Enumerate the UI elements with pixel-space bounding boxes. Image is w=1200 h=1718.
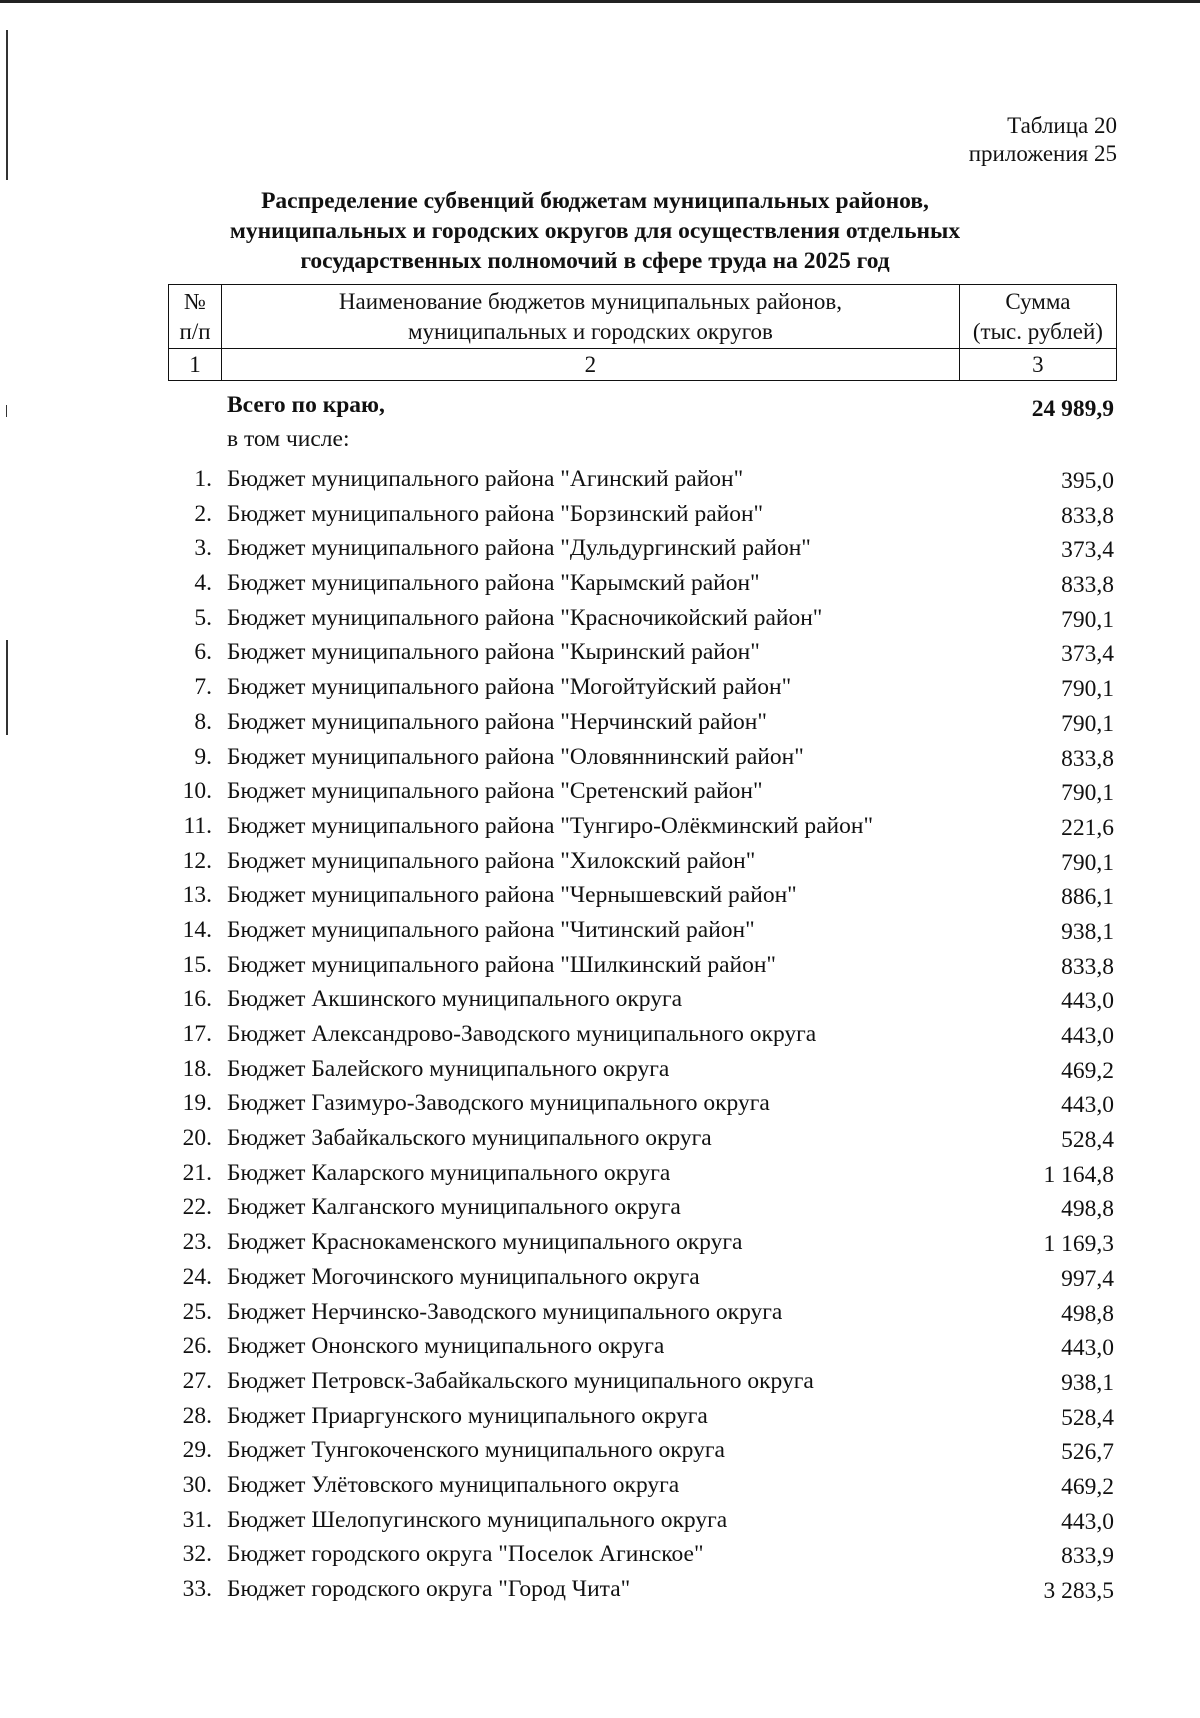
table-row (168, 738, 1117, 773)
row-amount: 528,4 (1061, 1127, 1114, 1154)
table-row (168, 1466, 1117, 1501)
row-amount: 221,6 (1061, 814, 1114, 841)
row-budget-name: Бюджет Улётовского муниципального округа (227, 1471, 680, 1498)
table-row (168, 980, 1117, 1015)
row-amount: 833,8 (1061, 572, 1114, 599)
row-amount: 1 169,3 (1043, 1231, 1114, 1258)
table-row (168, 1397, 1117, 1432)
row-budget-name: Бюджет Могочинского муниципального округа (227, 1263, 700, 1290)
row-number: 26. (182, 1333, 212, 1360)
row-number: 28. (182, 1402, 212, 1429)
row-amount: 790,1 (1061, 676, 1114, 703)
row-amount: 373,4 (1061, 641, 1114, 668)
row-number: 23. (182, 1229, 212, 1256)
table-row (168, 1050, 1117, 1085)
table-row (168, 842, 1117, 877)
row-number: 24. (182, 1263, 212, 1290)
header-index-1: 1 (169, 349, 222, 381)
table-row (168, 599, 1117, 634)
table-row (168, 1154, 1117, 1189)
table-row (168, 1084, 1117, 1119)
row-number: 16. (182, 986, 212, 1013)
row-number: 8. (194, 708, 212, 735)
row-budget-name: Бюджет городского округа "Город Чита" (227, 1576, 631, 1602)
row-number: 11. (183, 812, 212, 839)
row-amount: 528,4 (1061, 1404, 1114, 1431)
row-amount: 1 164,8 (1043, 1161, 1114, 1188)
row-amount: 833,8 (1061, 502, 1114, 529)
row-amount: 469,2 (1061, 1057, 1114, 1084)
header-col-name: Наименование бюджетов муниципальных районов, муниципальных и городских округов (222, 285, 960, 349)
row-amount: 938,1 (1061, 918, 1114, 945)
appendix-number: приложения 25 (968, 141, 1117, 166)
table-row (168, 1015, 1117, 1050)
row-number: 19. (182, 1090, 212, 1117)
row-number: 9. (194, 743, 212, 770)
table-row (168, 1535, 1117, 1570)
row-amount: 997,4 (1061, 1265, 1114, 1292)
row-budget-name: Бюджет муниципального района "Оловяннинский район" (227, 743, 804, 770)
row-number: 27. (182, 1367, 212, 1394)
row-budget-name: Бюджет Приаргунского муниципального округа (227, 1402, 708, 1429)
row-amount: 526,7 (1061, 1439, 1114, 1466)
row-number: 33. (182, 1576, 212, 1602)
row-number: 22. (182, 1194, 212, 1221)
row-amount: 443,0 (1061, 988, 1114, 1015)
table-row (168, 1431, 1117, 1466)
row-budget-name: Бюджет Акшинского муниципального округа (227, 986, 683, 1013)
row-amount: 443,0 (1061, 1335, 1114, 1362)
including-label: в том числе: (227, 426, 350, 452)
row-number: 17. (182, 1021, 212, 1047)
row-budget-name: Бюджет городского округа "Поселок Агинское" (227, 1541, 704, 1568)
table-header (168, 284, 1117, 381)
table-row (168, 1223, 1117, 1258)
table-row (168, 564, 1117, 599)
row-amount: 469,2 (1061, 1473, 1114, 1500)
row-amount: 498,8 (1061, 1300, 1114, 1327)
table-number: Таблица 20 (1007, 113, 1117, 138)
row-number: 3. (194, 535, 212, 562)
row-amount: 443,0 (1061, 1023, 1114, 1049)
total-amount: 24 989,9 (1031, 396, 1114, 422)
row-number: 5. (194, 604, 212, 631)
row-number: 1. (194, 466, 212, 492)
row-budget-name: Бюджет Тунгокоченского муниципального округа (227, 1437, 725, 1464)
table-row (168, 807, 1117, 842)
row-budget-name: Бюджет муниципального района "Нерчинский район" (227, 708, 767, 735)
budget-list (168, 392, 1117, 1605)
row-number: 21. (182, 1159, 212, 1186)
header-index-3: 3 (959, 349, 1116, 381)
table-row (168, 633, 1117, 668)
row-budget-name: Бюджет муниципального района "Могойтуйский район" (227, 674, 792, 701)
table-row (168, 703, 1117, 738)
row-number: 14. (182, 916, 212, 943)
row-budget-name: Бюджет муниципального района "Чернышевский район" (227, 882, 797, 909)
row-budget-name: Бюджет Нерчинско-Заводского муниципального округа (227, 1298, 783, 1325)
including-row (168, 426, 1117, 460)
row-number: 25. (182, 1298, 212, 1325)
title-line-2: муниципальных и городских округов для осуществления отдельных (229, 218, 961, 244)
table-row (168, 1327, 1117, 1362)
header-index-2: 2 (222, 349, 960, 381)
row-amount: 886,1 (1061, 884, 1114, 911)
row-amount: 790,1 (1061, 849, 1114, 876)
row-budget-name: Бюджет Александрово-Заводского муниципального округа (227, 1021, 817, 1047)
row-budget-name: Бюджет муниципального района "Красночикойский район" (227, 604, 823, 631)
table-row (168, 1188, 1117, 1223)
row-budget-name: Бюджет муниципального района "Борзинский район" (227, 500, 764, 527)
table-row (168, 946, 1117, 981)
document-title (150, 186, 1040, 276)
row-amount: 833,8 (1061, 745, 1114, 772)
table-row (168, 1293, 1117, 1328)
row-budget-name: Бюджет муниципального района "Агинский район" (227, 466, 744, 492)
row-number: 12. (182, 847, 212, 874)
row-number: 10. (182, 778, 212, 805)
row-number: 32. (182, 1541, 212, 1568)
row-number: 7. (194, 674, 212, 701)
row-budget-name: Бюджет Ононского муниципального округа (227, 1333, 665, 1360)
row-number: 29. (182, 1437, 212, 1464)
row-budget-name: Бюджет муниципального района "Сретенский район" (227, 778, 763, 805)
row-amount: 373,4 (1061, 537, 1114, 564)
table-row (168, 876, 1117, 911)
row-amount: 790,1 (1061, 710, 1114, 737)
table-row (168, 529, 1117, 564)
row-budget-name: Бюджет Балейского муниципального округа (227, 1055, 670, 1082)
row-budget-name: Бюджет муниципального района "Тунгиро-Олёкминский район" (227, 812, 874, 839)
table-row (168, 1362, 1117, 1397)
row-budget-name: Бюджет муниципального района "Дульдургинский район" (227, 535, 811, 562)
table-row (168, 1570, 1117, 1605)
row-number: 30. (182, 1471, 212, 1498)
row-budget-name: Бюджет Шелопугинского муниципального округа (227, 1506, 728, 1533)
row-amount: 395,0 (1061, 468, 1114, 494)
row-budget-name: Бюджет муниципального района "Хилокский район" (227, 847, 756, 874)
row-amount: 833,9 (1061, 1543, 1114, 1570)
row-budget-name: Бюджет муниципального района "Читинский район" (227, 916, 755, 943)
row-amount: 443,0 (1061, 1508, 1114, 1535)
total-row (168, 392, 1117, 426)
table-row (168, 495, 1117, 530)
scan-margin-mark (6, 405, 7, 417)
row-amount: 790,1 (1061, 780, 1114, 807)
scan-margin-mark (6, 640, 8, 735)
row-number: 15. (182, 951, 212, 978)
table-row (168, 911, 1117, 946)
row-number: 13. (182, 882, 212, 909)
row-amount: 443,0 (1061, 1092, 1114, 1119)
header-col-number: № п/п (169, 285, 222, 349)
row-budget-name: Бюджет Газимуро-Заводского муниципального округа (227, 1090, 770, 1117)
row-budget-name: Бюджет Калганского муниципального округа (227, 1194, 681, 1221)
title-line-1: Распределение субвенций бюджетам муниципальных районов, (261, 188, 929, 214)
row-amount: 790,1 (1061, 606, 1114, 633)
row-amount: 938,1 (1061, 1369, 1114, 1396)
title-line-3: государственных полномочий в сфере труда на 2025 год (300, 248, 890, 274)
table-row (168, 460, 1117, 495)
row-number: 20. (182, 1125, 212, 1152)
budget-rows (168, 460, 1117, 1605)
row-budget-name: Бюджет муниципального района "Шилкинский район" (227, 951, 777, 978)
row-budget-name: Бюджет Каларского муниципального округа (227, 1159, 671, 1186)
table-row (168, 772, 1117, 807)
row-number: 31. (182, 1506, 212, 1533)
row-number: 4. (194, 570, 212, 597)
header-col-amount: Сумма (тыс. рублей) (959, 285, 1116, 349)
table-row (168, 1258, 1117, 1293)
row-amount: 498,8 (1061, 1196, 1114, 1223)
scan-margin-mark (6, 30, 8, 180)
table-row (168, 1119, 1117, 1154)
row-number: 6. (194, 639, 212, 666)
row-number: 2. (194, 500, 212, 527)
top-border-line (0, 0, 1200, 3)
table-row (168, 668, 1117, 703)
row-budget-name: Бюджет Краснокаменского муниципального округа (227, 1229, 743, 1256)
table-reference-note (969, 112, 1117, 168)
row-number: 18. (182, 1055, 212, 1082)
row-amount: 3 283,5 (1043, 1578, 1114, 1604)
total-label: Всего по краю, (227, 392, 385, 418)
row-amount: 833,8 (1061, 953, 1114, 980)
row-budget-name: Бюджет Петровск-Забайкальского муниципального округа (227, 1367, 814, 1394)
row-budget-name: Бюджет муниципального района "Кыринский район" (227, 639, 760, 666)
row-budget-name: Бюджет Забайкальского муниципального округа (227, 1125, 712, 1152)
table-row (168, 1501, 1117, 1536)
row-budget-name: Бюджет муниципального района "Карымский район" (227, 570, 760, 597)
